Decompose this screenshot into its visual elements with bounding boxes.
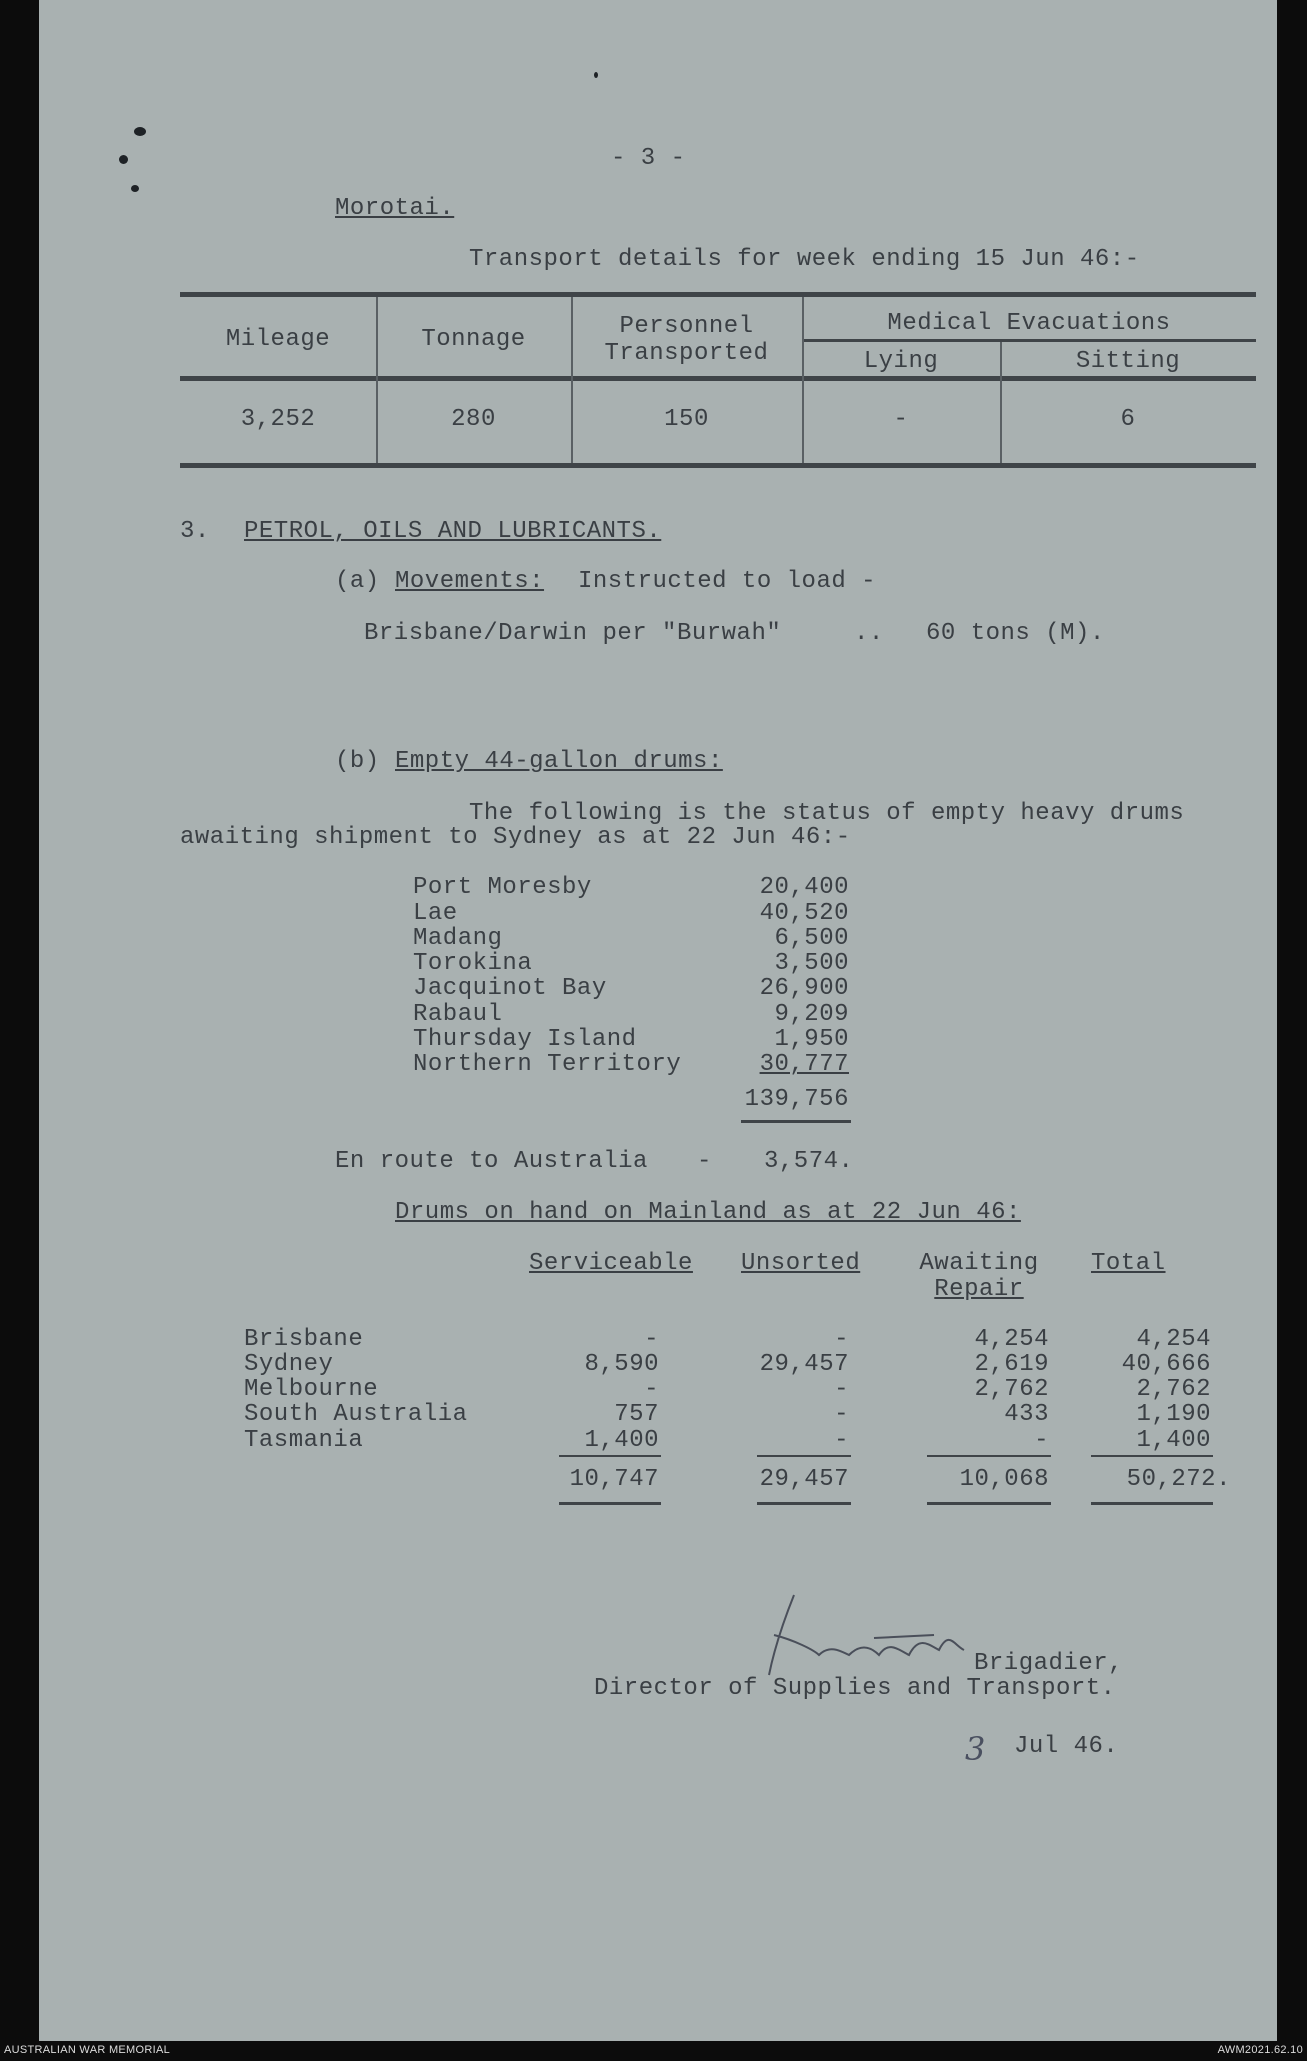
cell-tonnage: 280 xyxy=(451,406,496,433)
total-overall: 50,272. xyxy=(1126,1466,1231,1493)
table-rule-medical xyxy=(802,339,1256,342)
column-rule xyxy=(559,1455,661,1457)
signatory-title: Director of Supplies and Transport. xyxy=(594,1675,1116,1702)
load-line: Brisbane/Darwin per "Burwah" xyxy=(364,620,782,647)
table-cell: 1,400 xyxy=(1136,1427,1211,1454)
section-number: 3. xyxy=(180,518,210,545)
list-item-place: Madang xyxy=(413,925,503,952)
list-item-place: Northern Territory xyxy=(413,1051,682,1078)
subsection-a-title: Movements: xyxy=(395,568,545,595)
table-cell: 1,190 xyxy=(1136,1401,1211,1428)
total-rule xyxy=(927,1502,1051,1505)
cell-lying: - xyxy=(893,406,909,433)
header-personnel: Personnel xyxy=(619,313,754,340)
total-awaiting: 10,068 xyxy=(959,1466,1049,1493)
load-value: 60 tons (M). xyxy=(926,620,1105,647)
section-heading: PETROL, OILS AND LUBRICANTS. xyxy=(244,518,662,545)
table-divider xyxy=(376,297,378,463)
header-mileage: Mileage xyxy=(225,326,331,353)
en-route-dash: - xyxy=(697,1148,712,1175)
col-repair: Repair xyxy=(934,1276,1024,1303)
subsection-b-title: Empty 44-gallon drums: xyxy=(395,748,723,775)
col-serviceable: Serviceable xyxy=(529,1250,693,1277)
list-item-place: Port Moresby xyxy=(413,874,592,901)
table-rule-header xyxy=(180,376,1256,381)
total-rule xyxy=(1091,1502,1213,1505)
en-route-label: En route to Australia xyxy=(335,1148,648,1175)
footer-bar xyxy=(0,2041,1307,2061)
paragraph-line-1: The following is the status of empty heavy drums xyxy=(469,800,1185,827)
table-row-place: Brisbane xyxy=(244,1326,364,1353)
table-row-place: South Australia xyxy=(244,1401,468,1428)
list-item-place: Thursday Island xyxy=(413,1026,637,1053)
list-item-qty: 26,900 xyxy=(759,975,849,1002)
total-rule xyxy=(559,1502,661,1505)
table-row-place: Tasmania xyxy=(244,1427,364,1454)
list-item-place: Torokina xyxy=(413,950,533,977)
column-rule xyxy=(757,1455,851,1457)
table-cell: - xyxy=(644,1376,659,1403)
table-cell: - xyxy=(1034,1427,1049,1454)
table-cell: 40,666 xyxy=(1121,1351,1211,1378)
footer-accession: AWM2021.62.10 xyxy=(1217,2044,1303,2056)
column-rule xyxy=(1091,1455,1213,1457)
page-number: - 3 - xyxy=(611,145,686,172)
total-serviceable: 10,747 xyxy=(569,1466,659,1493)
header-sitting: Sitting xyxy=(1075,348,1181,375)
table-cell: 8,590 xyxy=(584,1351,659,1378)
header-lying: Lying xyxy=(863,348,939,375)
total-unsorted: 29,457 xyxy=(759,1466,849,1493)
list-item-qty: 30,777 xyxy=(759,1051,849,1078)
en-route-value: 3,574. xyxy=(764,1148,854,1175)
list-item-qty: 40,520 xyxy=(759,900,849,927)
list-item-place: Jacquinot Bay xyxy=(413,975,607,1002)
column-rule xyxy=(927,1455,1051,1457)
table-row-place: Sydney xyxy=(244,1351,334,1378)
signatory-rank: Brigadier, xyxy=(974,1650,1124,1677)
table-cell: 433 xyxy=(1004,1401,1049,1428)
list-item-qty: 20,400 xyxy=(759,874,849,901)
cell-sitting: 6 xyxy=(1120,406,1136,433)
list-item-qty: 1,950 xyxy=(774,1026,849,1053)
table-row-place: Melbourne xyxy=(244,1376,379,1403)
ink-speck xyxy=(131,185,139,192)
mainland-title: Drums on hand on Mainland as at 22 Jun 46: xyxy=(395,1199,1021,1226)
table-cell: 2,619 xyxy=(974,1351,1049,1378)
table-cell: 4,254 xyxy=(1136,1326,1211,1353)
ink-speck xyxy=(119,155,128,164)
table-cell: - xyxy=(644,1326,659,1353)
col-total: Total xyxy=(1091,1250,1166,1277)
ink-speck xyxy=(594,72,598,78)
header-transported: Transported xyxy=(604,340,769,367)
subsection-a-label: (a) xyxy=(335,568,380,595)
table-cell: - xyxy=(834,1401,849,1428)
list-item-qty: 6,500 xyxy=(774,925,849,952)
table-rule-bottom xyxy=(180,463,1256,468)
table-cell: 4,254 xyxy=(974,1326,1049,1353)
table-cell: - xyxy=(834,1326,849,1353)
document-page xyxy=(39,0,1277,2041)
subsection-b-label: (b) xyxy=(335,748,380,775)
table-cell: 757 xyxy=(614,1401,659,1428)
footer-source: AUSTRALIAN WAR MEMORIAL xyxy=(4,2044,171,2056)
load-dots: .. xyxy=(854,620,884,647)
date-rest: Jul 46. xyxy=(1014,1733,1119,1760)
table-cell: 1,400 xyxy=(584,1427,659,1454)
list-total: 139,756 xyxy=(744,1086,849,1113)
section-title: Morotai. xyxy=(335,195,455,222)
total-underline xyxy=(741,1120,851,1123)
table-cell: 2,762 xyxy=(974,1376,1049,1403)
header-medical-evacuations: Medical Evacuations xyxy=(887,310,1171,337)
transport-intro: Transport details for week ending 15 Jun 46:- xyxy=(469,246,1140,273)
col-unsorted: Unsorted xyxy=(741,1250,861,1277)
table-cell: - xyxy=(834,1376,849,1403)
table-cell: - xyxy=(834,1427,849,1454)
col-awaiting: Awaiting xyxy=(919,1250,1039,1277)
list-item-place: Rabaul xyxy=(413,1001,503,1028)
table-rule-top xyxy=(180,292,1256,297)
header-tonnage: Tonnage xyxy=(421,326,526,353)
ink-speck xyxy=(134,127,146,136)
list-item-qty: 3,500 xyxy=(774,950,849,977)
cell-personnel: 150 xyxy=(664,406,709,433)
list-item-place: Lae xyxy=(413,900,458,927)
table-cell: 2,762 xyxy=(1136,1376,1211,1403)
list-item-qty: 9,209 xyxy=(774,1001,849,1028)
total-rule xyxy=(757,1502,851,1505)
table-cell: 29,457 xyxy=(759,1351,849,1378)
date-day-handwritten: 3 xyxy=(965,1730,986,1768)
paragraph-line-2: awaiting shipment to Sydney as at 22 Jun 46:- xyxy=(180,824,851,851)
cell-mileage: 3,252 xyxy=(240,406,316,433)
subsection-a-text: Instructed to load - xyxy=(578,568,877,595)
